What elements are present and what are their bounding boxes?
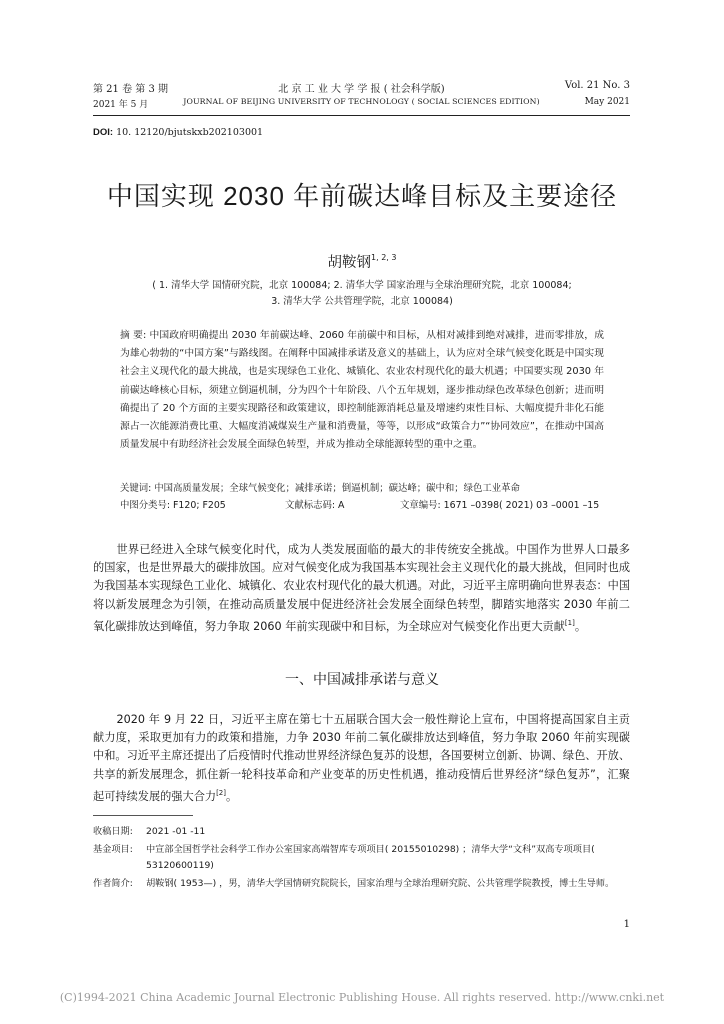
header-vol-en: Vol. 21 No. 3: [564, 80, 630, 91]
running-header-bottom: [93, 97, 630, 111]
body-paragraph-1: 世界已经进入全球气候变化时代，成为人类发展面临的最大的非传统安全挑战。中国作为世界人口最多的国家，也是世界最大的碳排放国。应对气候变化成为我国基本实现社会主义现代化的最大挑战，但同时也成为我国基本实现绿色工业化、城镇化、农业农村现代化的最大机遇。对此，习近平主席明确向世界表态：中国将以新发展理念为引领，在推动高质量发展中促进经济社会发展全面绿色转型，脚踏实地落实 2030 年前二氧化碳排放达到峰值，努力争取 2060 年前实现碳中和目标，为全球应对气候变化作出更大贡献[1]。: [93, 543, 631, 633]
bio-value: 胡鞍钢( 1953—) ，男，清华大学国情研究院院长，国家治理与全球治理研究院、公共管理学院教授，博士生导师。: [146, 878, 615, 889]
clc-field: [120, 497, 285, 511]
header-volume: 第 21 卷 第 3 期: [93, 84, 168, 95]
doc-code-field: [285, 497, 400, 511]
abstract-text: 中国政府明确提出 2030 年前碳达峰、2060 年前碳中和目标，从相对减排到绝对减排，进而零排放，成为雄心勃勃的“中国方案”与路线图。在阐释中国减排承诺及意义的基础上，认为应对全球气候变化既是中国实现社会主义现代化的最大挑战，也是实现绿色工业化、城镇化、农业农村现代化的最大机遇；中国要实现 2030 年前碳达峰核心目标，须建立倒逼机制，分为四个十年阶段、八个五年规划，逐步推动绿色改革绿色创新；进而明确提出了 20 个方面的主要实现路径和政策建议，即控制能源消耗总量及增速约束性目标、大幅度提升非化石能源占一次能源消费比重、大幅度消减煤炭生产量和消费量，等等，以形成“政策合力”“协同效应”，在推动中国高质量发展中有助经济社会发展全面绿色转型，并成为推动全球能源转型的重中之重。: [120, 330, 604, 451]
keywords-line: [120, 480, 604, 494]
page-number: 1: [623, 919, 630, 930]
author-affiliation-marks: 1, 2, 3: [371, 253, 397, 262]
header-rule: [93, 115, 630, 116]
footnote-received: [93, 824, 630, 840]
article-number-value: 1671 –0398( 2021) 03 –0001 –15: [443, 500, 600, 511]
fund-value: 中宣部全国哲学社会科学工作办公室国家高端智库专项项目( 20155010298) ；清华大学“文科”双高专项项目( 53120600119): [146, 844, 595, 871]
clc-value: F120; F205: [173, 500, 226, 511]
article-number-field: [400, 497, 599, 511]
abstract: [120, 327, 604, 454]
abstract-label: 摘 要:: [120, 330, 147, 341]
doi-line: [93, 127, 263, 138]
bio-label: 作者简介:: [93, 878, 133, 889]
author-line: [0, 251, 724, 272]
citation-1[interactable]: [1]: [564, 618, 575, 627]
doi-value: 10. 12120/bjutskxb202103001: [116, 127, 264, 138]
classification-line: [120, 497, 604, 511]
footnote-author-bio: [93, 876, 630, 892]
footnote-fund: [93, 842, 630, 874]
received-value: 2021 -01 -11: [146, 826, 206, 837]
clc-label: 中图分类号:: [120, 500, 171, 511]
keywords-text: 中国高质量发展；全球气候变化；减排承诺；倒逼机制；碳达峰；碳中和；绿色工业革命: [154, 483, 520, 494]
footnote-rule: [93, 815, 193, 816]
section-heading-1: 一、中国减排承诺与意义: [285, 672, 439, 688]
header-date-en: May 2021: [584, 97, 630, 107]
doi-label: DOI:: [93, 127, 114, 138]
header-journal-en: JOURNAL OF BEIJING UNIVERSITY OF TECHNOLOGY ( SOCIAL SCIENCES EDITION): [183, 97, 540, 106]
doc-code-value: A: [338, 500, 345, 511]
copyright-watermark: (C)1994-2021 China Academic Journal Electronic Publishing House. All rights reserved. http://www.cnki.net: [59, 991, 665, 1004]
fund-label: 基金项目:: [93, 844, 133, 855]
affiliation-line-2: 3. 清华大学 公共管理学院，北京 100084): [271, 296, 453, 307]
received-label: 收稿日期:: [93, 826, 133, 837]
author-name: 胡鞍钢: [327, 255, 372, 271]
article-number-label: 文章编号:: [400, 500, 441, 511]
header-date: 2021 年 5 月: [93, 100, 149, 110]
doc-code-label: 文献标志码:: [285, 500, 336, 511]
body-paragraph-2: 2020 年 9 月 22 日，习近平主席在第七十五届联合国大会一般性辩论上宣布，中国将提高国家自主贡献力度，采取更加有力的政策和措施，力争 2030 年前二氧化碳排放达到峰值，努力争取 2060 年前实现碳中和。习近平主席还提出了后疫情时代推动世界经济绿色复苏的设想，各国要树立创新、协调、绿色、开放、共享的新发展理念，抓住新一轮科技革命和产业变革的历史性机遇，推动疫情后世界经济“绿色复苏”，汇聚起可持续发展的强大合力[2]。: [93, 713, 631, 803]
citation-2[interactable]: [2]: [216, 788, 226, 797]
article-title: 中国实现 2030 年前碳达峰目标及主要途径: [106, 181, 618, 211]
running-header-top: [93, 80, 630, 94]
affiliation-line-1: ( 1. 清华大学 国情研究院，北京 100084; 2. 清华大学 国家治理与全球治理研究院，北京 100084;: [152, 280, 572, 291]
header-journal-cn: 北 京 工 业 大 学 学 报 ( 社会科学版): [278, 84, 445, 95]
keywords-label: 关键词:: [120, 483, 152, 494]
